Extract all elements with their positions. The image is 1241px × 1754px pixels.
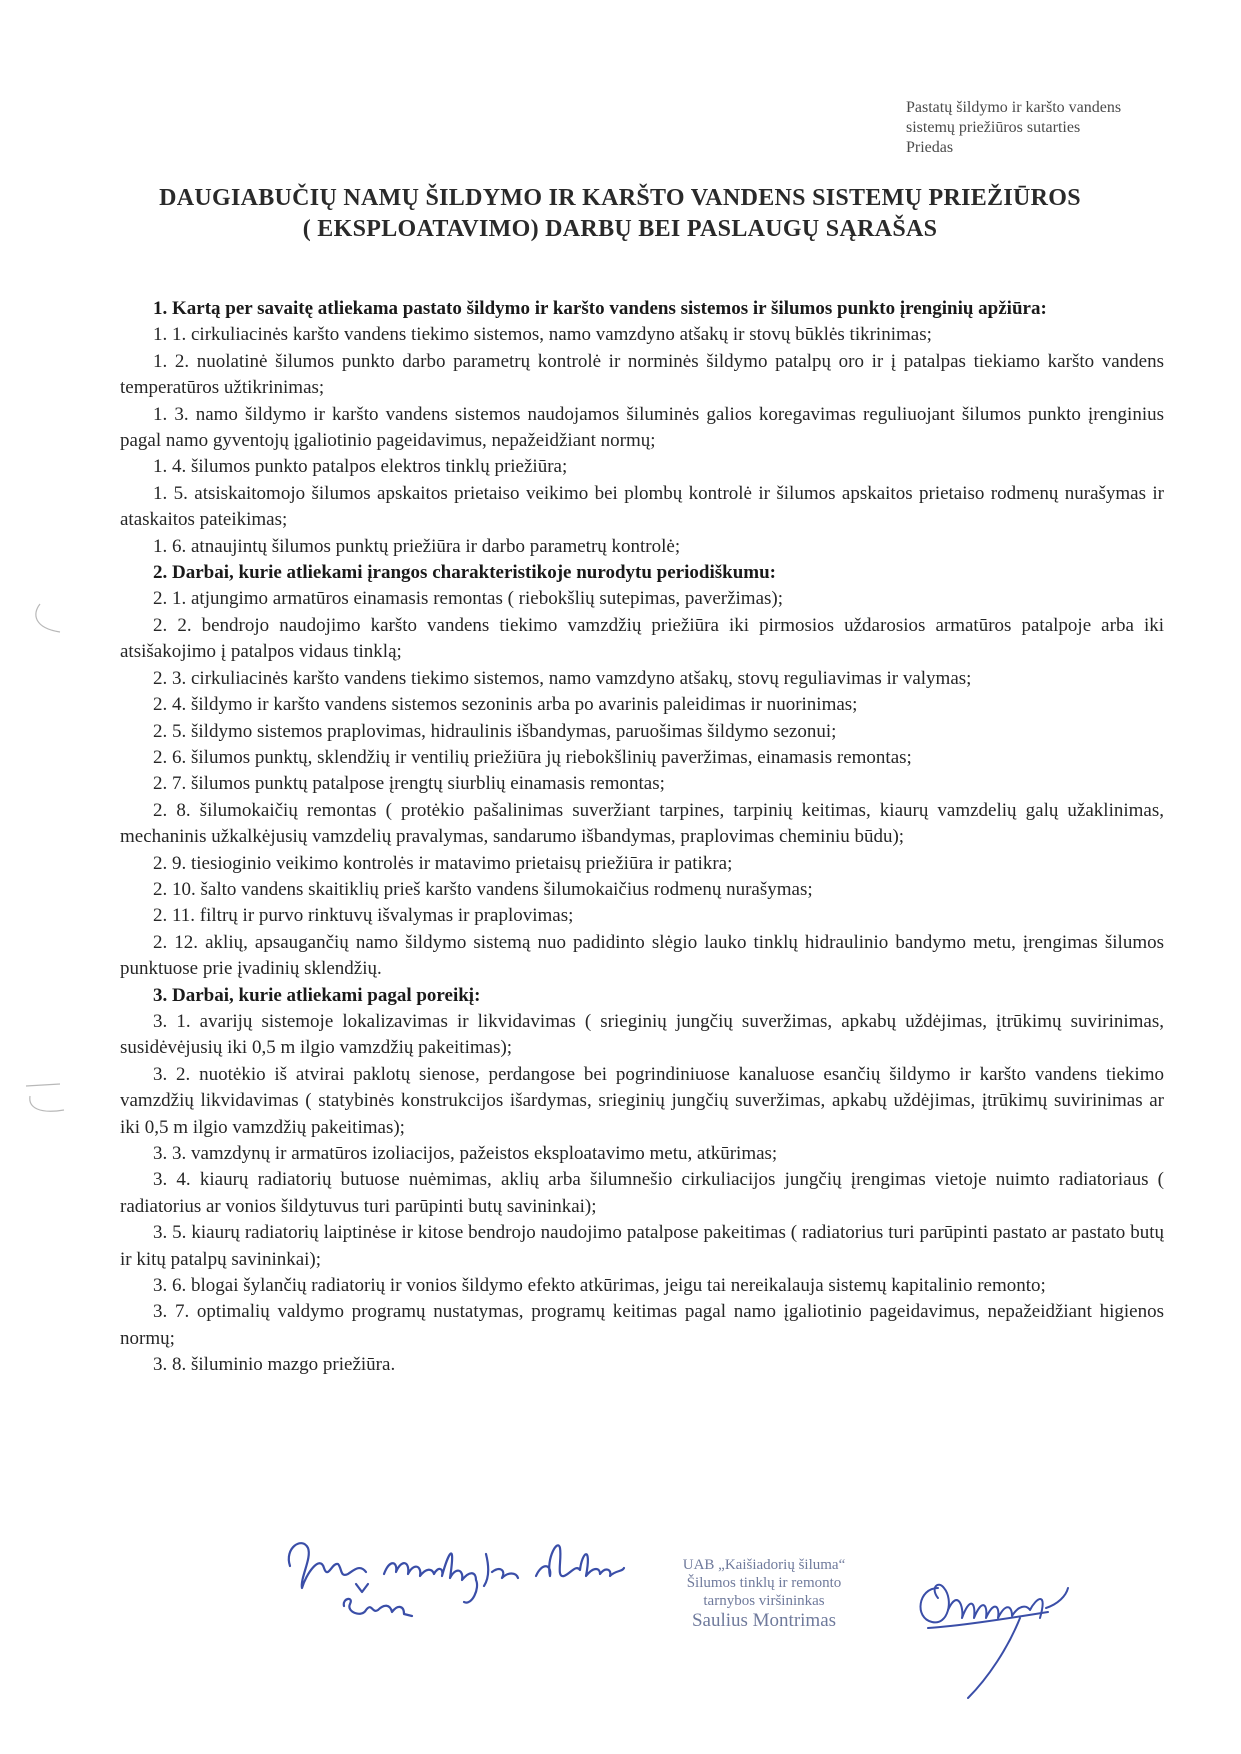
list-item: 2. 2. bendrojo naudojimo karšto vandens tiekimo vamzdžių priežiūra iki pirmosios uždarosios armatūros patalpoje arba iki atsišakojimo į patalpos vidaus tinklą; (120, 614, 1164, 663)
list-item: 2. 7. šilumos punktų patalpose įrengtų siurblių einamasis remontas; (153, 773, 665, 795)
list-item: 3. 7. optimalių valdymo programų nustatymas, programų keitimas pagal namo įgaliotinio pageidavimus, nepažeidžiant higienos normų; (120, 1301, 1164, 1349)
signatory-stamp (654, 1556, 874, 1632)
annex-line-3: Priedas (906, 139, 954, 156)
list-item: 3. 1. avarijų sistemoje lokalizavimas ir likvidavimas ( srieginių jungčių suveržimas, apkabų uždėjimas, įtrūkimų suvirinimas, susidėvėjusių iki 0,5 m ilgio vamzdžių pakeitimas); (120, 1010, 1164, 1059)
signature-left-drawing (280, 1518, 640, 1638)
handwritten-signature-right (908, 1548, 1078, 1708)
list-item: 2. 1. atjungimo armatūros einamasis remontas ( riebokšlių sutepimas, paveržimas); (153, 588, 784, 610)
stamp-line-3: tarnybos viršininkas (703, 1593, 825, 1609)
section-2-heading: 2. Darbai, kurie atliekami įrangos charakteristikoje nurodytu periodiškumu: (153, 562, 776, 584)
document-body (120, 296, 1164, 1379)
section-3-heading: 3. Darbai, kurie atliekami pagal poreikį: (153, 984, 481, 1006)
list-item: 3. 8. šiluminio mazgo priežiūra. (153, 1354, 396, 1376)
list-item: 1. 4. šilumos punkto patalpos elektros tinklų priežiūra; (153, 456, 568, 478)
annex-note (906, 98, 1186, 158)
list-item: 1. 5. atsiskaitomojo šilumos apskaitos prietaiso veikimo bei plombų kontrolė ir šilumos apskaitos prietaiso rodmenų nurašymas ir ataskaitos pateikimas; (120, 482, 1164, 531)
list-item: 2. 10. šalto vandens skaitiklių prieš karšto vandens šilumokaičius rodmenų nurašymas; (153, 878, 813, 900)
list-item: 2. 12. aklių, apsaugančių namo šildymo sistemą nuo padidinto slėgio lauko tinklų hidraulinio bandymo metu, įrengimas šilumos punktuose prie įvadinių sklendžių. (120, 931, 1164, 980)
title-line-1: DAUGIABUČIŲ NAMŲ ŠILDYMO IR KARŠTO VANDENS SISTEMŲ PRIEŽIŪROS (159, 185, 1081, 211)
punch-hole-mark-lower (20, 1080, 80, 1120)
list-item: 1. 2. nuolatinė šilumos punkto darbo parametrų kontrolė ir norminės šildymo patalpų oro ir į patalpas tiekiamo karšto vandens temperatūros užtikrinimas; (120, 350, 1164, 399)
list-item: 2. 3. cirkuliacinės karšto vandens tiekimo sistemos, namo vamzdyno atšakų, stovų reguliavimas ir valymas; (153, 667, 972, 689)
section-1-heading: 1. Kartą per savaitę atliekama pastato šildymo ir karšto vandens sistemos ir šilumos punkto įrenginių apžiūra: (153, 298, 1047, 319)
title-line-2: ( EKSPLOATAVIMO) DARBŲ BEI PASLAUGŲ SĄRAŠAS (302, 216, 938, 242)
document-title (100, 183, 1140, 245)
annex-line-2: sistemų priežiūros sutarties (906, 119, 1081, 136)
list-item: 2. 8. šilumokaičių remontas ( protėkio pašalinimas suveržiant tarpines, tarpinių keitimas, kiaurų vamzdelių galų užaklinimas, mechaninis užkalkėjusių vamzdelių pravalymas, sandarumo išbandymas, praplovimas cheminiu būdu); (120, 799, 1164, 848)
stamp-name: Saulius Montrimas (691, 1610, 837, 1631)
list-item: 2. 6. šilumos punktų, sklendžių ir ventilių priežiūra jų riebokšlinių paveržimas, einamasis remontas; (153, 746, 912, 768)
annex-line-1: Pastatų šildymo ir karšto vandens (906, 99, 1122, 116)
list-item: 3. 4. kiaurų radiatorių butuose nuėmimas, aklių arba šilumnešio cirkuliacijos jungčių įrengimas vietoje nuimto radiatoriaus ( radiatorius ar vonios šildytuvus turi parūpinti butų savininkai); (120, 1169, 1164, 1217)
list-item: 3. 5. kiaurų radiatorių laiptinėse ir kitose bendrojo naudojimo patalpose pakeitimas ( radiatorius turi parūpinti pastato ar pastato butų ir kitų patalpų savininkai); (120, 1222, 1164, 1270)
stamp-line-2: Šilumos tinklų ir remonto (686, 1575, 842, 1591)
list-item: 2. 9. tiesioginio veikimo kontrolės ir matavimo prietaisų priežiūra ir patikra; (153, 852, 733, 874)
list-item: 1. 6. atnaujintų šilumos punktų priežiūra ir darbo parametrų kontrolė; (153, 535, 681, 557)
list-item: 2. 4. šildymo ir karšto vandens sistemos sezoninis arba po avarinis paleidimas ir nuorinimas; (153, 694, 858, 716)
list-item: 1. 3. namo šildymo ir karšto vandens sistemos naudojamos šiluminės galios koregavimas reguliuojant šilumos punkto įrenginius pagal namo gyventojų įgaliotinio pageidavimus, nepažeidžiant normų; (120, 403, 1164, 452)
list-item: 1. 1. cirkuliacinės karšto vandens tiekimo sistemos, namo vamzdyno atšakų ir stovų būklės tikrinimas; (153, 324, 932, 346)
signature-right-drawing (908, 1548, 1078, 1708)
list-item: 3. 6. blogai šylančių radiatorių ir vonios šildymo efekto atkūrimas, jeigu tai nereikalauja sistemų kapitalinio remonto; (153, 1275, 1046, 1297)
list-item: 2. 5. šildymo sistemos praplovimas, hidraulinis išbandymas, paruošimas šildymo sezonui; (153, 720, 837, 742)
stamp-line-1: UAB „Kaišiadorių šiluma“ (682, 1557, 846, 1573)
list-item: 3. 3. vamzdynų ir armatūros izoliacijos, pažeistos eksploatavimo metu, atkūrimas; (153, 1143, 778, 1164)
punch-hole-mark-upper (30, 600, 70, 640)
handwritten-signature-left (280, 1518, 640, 1638)
list-item: 2. 11. filtrų ir purvo rinktuvų išvalymas ir praplovimas; (153, 905, 574, 927)
list-item: 3. 2. nuotėkio iš atvirai paklotų sienose, perdangose bei pogrindiniuose kanaluose esančių šildymo ir karšto vandens tiekimo vamzdžių likvidavimas ( statybinės konstrukcijos išardymas, srieginių jungčių suveržimas, apkabų uždėjimas, įtrūkimų suvirinimas ar iki 0,5 m ilgio vamzdžių pakeitimas); (120, 1063, 1164, 1138)
